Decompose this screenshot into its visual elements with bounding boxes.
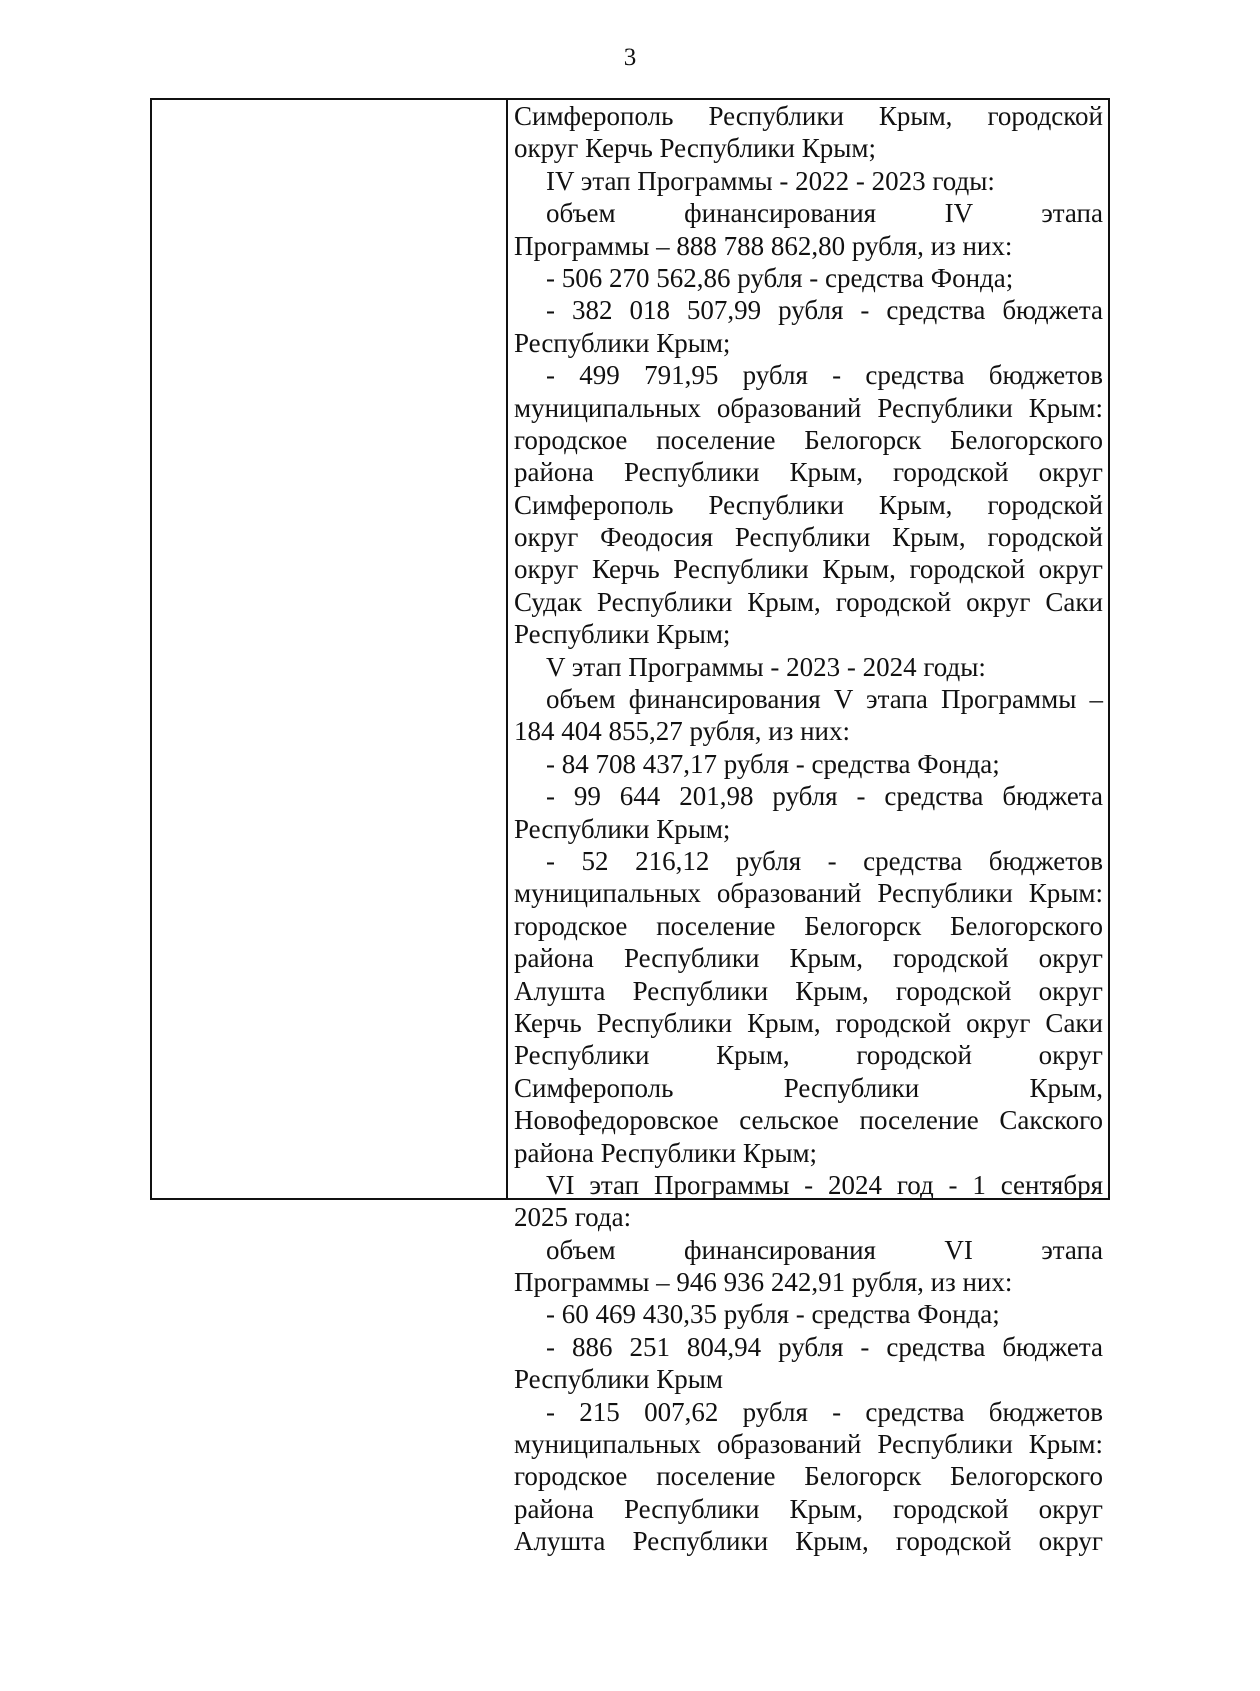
text-line: VI этап Программы - 2024 год - 1 сентября bbox=[546, 1169, 1103, 1200]
text-line: округ Феодосия Республики Крым, городской bbox=[514, 522, 1103, 553]
text-line: 2025 года: bbox=[514, 1202, 632, 1233]
text-line: - 382 018 507,99 рубля - средства бюджета bbox=[546, 295, 1103, 326]
text-line: Керчь Республики Крым, городской округ Саки bbox=[514, 1007, 1103, 1038]
text-line: городское поселение Белогорск Белогорского bbox=[514, 424, 1103, 455]
text-line: муниципальных образований Республики Крым: bbox=[514, 392, 1103, 423]
text-line: округ Керчь Республики Крым, городской округ bbox=[514, 554, 1103, 585]
text-line: Симферополь Республики Крым, городской bbox=[514, 489, 1103, 520]
text-line: - 52 216,12 рубля - средства бюджетов bbox=[546, 845, 1103, 876]
text-line: Судак Республики Крым, городской округ Саки bbox=[514, 586, 1103, 617]
text-line: - 215 007,62 рубля - средства бюджетов bbox=[546, 1396, 1103, 1427]
text-line: - 506 270 562,86 рубля - средства Фонда; bbox=[546, 262, 1014, 293]
text-line: Республики Крым, городской округ bbox=[514, 1040, 1103, 1071]
text-line: Алушта Республики Крым, городской округ bbox=[514, 975, 1103, 1006]
text-line: Республики Крым; bbox=[514, 813, 731, 844]
text-line: объем финансирования IV этапа bbox=[546, 198, 1103, 229]
text-line: - 886 251 804,94 рубля - средства бюджета bbox=[546, 1331, 1103, 1362]
text-line: Программы – 888 788 862,80 рубля, из них: bbox=[514, 230, 1013, 261]
text-line: района Республики Крым; bbox=[514, 1137, 818, 1168]
text-line: объем финансирования VI этапа bbox=[546, 1234, 1103, 1265]
document-table bbox=[150, 98, 1110, 1557]
page-number: 3 bbox=[623, 44, 637, 71]
text-line: - 60 469 430,35 рубля - средства Фонда; bbox=[546, 1299, 1000, 1330]
text-line: Алушта Республики Крым, городской округ bbox=[514, 1526, 1103, 1557]
text-line: округ Керчь Республики Крым; bbox=[514, 133, 876, 164]
text-line: муниципальных образований Республики Крым: bbox=[514, 1429, 1103, 1460]
text-line: Программы – 946 936 242,91 рубля, из них: bbox=[514, 1267, 1013, 1298]
text-line: Симферополь Республики Крым, городской bbox=[514, 101, 1103, 131]
table-left-cell bbox=[152, 100, 508, 1198]
text-line: Симферополь Республики Крым, bbox=[514, 1072, 1103, 1103]
text-line: Республики Крым; bbox=[514, 619, 731, 650]
text-line: Новофедоровское сельское поселение Сакского bbox=[514, 1105, 1103, 1136]
text-line: района Республики Крым, городской округ bbox=[514, 1493, 1103, 1524]
table-right-cell bbox=[508, 100, 1108, 1557]
text-line: IV этап Программы - 2022 - 2023 годы: bbox=[546, 165, 995, 196]
text-line: - 499 791,95 рубля - средства бюджетов bbox=[546, 360, 1103, 391]
text-line: городское поселение Белогорск Белогорского bbox=[514, 1461, 1103, 1492]
text-line: района Республики Крым, городской округ bbox=[514, 943, 1103, 974]
text-line: городское поселение Белогорск Белогорского bbox=[514, 910, 1103, 941]
text-line: района Республики Крым, городской округ bbox=[514, 457, 1103, 488]
text-line: 184 404 855,27 рубля, из них: bbox=[514, 716, 851, 747]
text-line: муниципальных образований Республики Крым: bbox=[514, 878, 1103, 909]
text-line: V этап Программы - 2023 - 2024 годы: bbox=[546, 651, 986, 682]
text-line: объем финансирования V этапа Программы – bbox=[546, 684, 1103, 715]
text-line: - 99 644 201,98 рубля - средства бюджета bbox=[546, 781, 1103, 812]
text-line: - 84 708 437,17 рубля - средства Фонда; bbox=[546, 748, 1000, 779]
text-line: Республики Крым bbox=[514, 1364, 723, 1395]
text-line: Республики Крым; bbox=[514, 327, 731, 358]
